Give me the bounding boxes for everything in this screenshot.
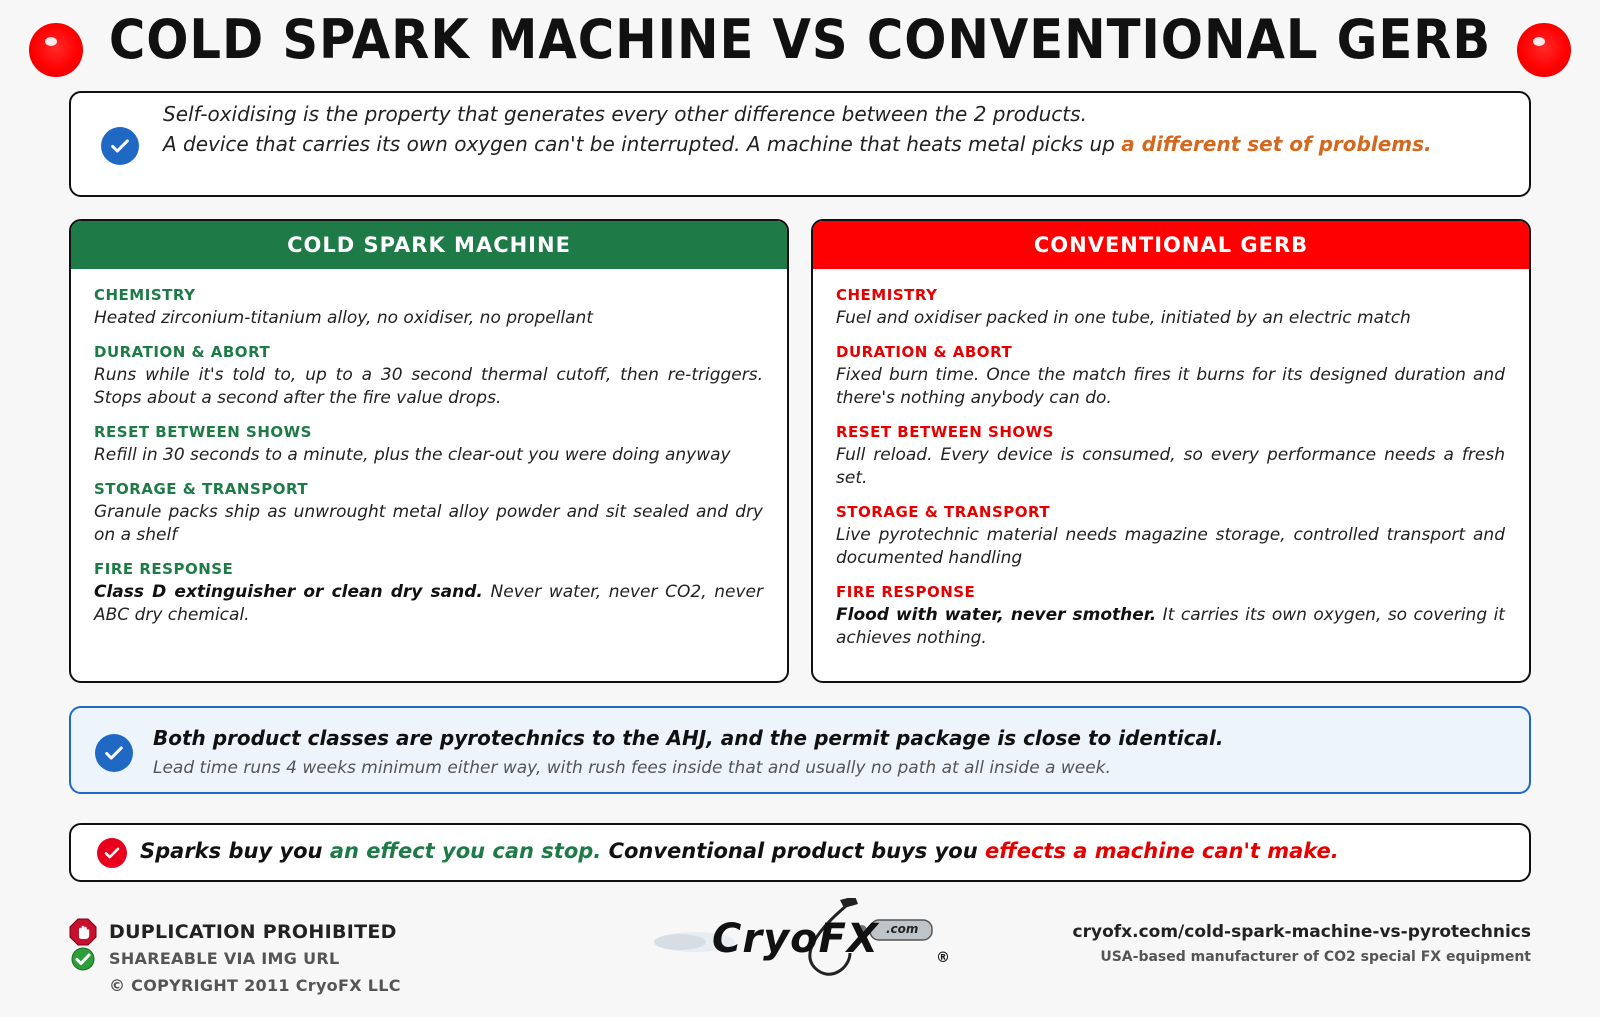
company-tagline: USA-based manufacturer of CO2 special FX equipment: [1100, 949, 1531, 965]
duplication-row: [69, 918, 401, 945]
summary-text: [140, 839, 1339, 863]
intro-line-2-plain: A device that carries its own oxygen can't be interrupted. A machine that heats metal picks up: [163, 132, 1122, 156]
section-text: Live pyrotechnic material needs magazine storage, controlled transport and documented handling: [836, 525, 1505, 568]
intro-text: [163, 99, 1432, 159]
section-title: FIRE RESPONSE: [94, 560, 234, 578]
cold-spark-fire: [94, 559, 763, 627]
section-text: Heated zirconium-titanium alloy, no oxidiser, no propellant: [94, 308, 593, 328]
section-text: Fixed burn time. Once the match fires it burns for its designed duration and there's nothing anybody can do.: [836, 365, 1505, 408]
permit-note-box: [69, 706, 1531, 794]
gerb-panel: [811, 219, 1531, 683]
section-title: STORAGE & TRANSPORT: [836, 503, 1051, 521]
source-url[interactable]: cryofx.com/cold-spark-machine-vs-pyrotechnics: [1072, 922, 1531, 942]
stop-hand-icon: [69, 918, 97, 946]
section-text: Runs while it's told to, up to a 30 second thermal cutoff, then re-triggers. Stops about a second after the fire value drops.: [94, 365, 763, 408]
section-title: FIRE RESPONSE: [836, 583, 976, 601]
section-text: Fuel and oxidiser packed in one tube, initiated by an electric match: [836, 308, 1411, 328]
cold-spark-reset: [94, 422, 763, 467]
cold-spark-duration: [94, 342, 763, 410]
check-circle-icon: [95, 734, 133, 772]
cold-spark-panel: [69, 219, 789, 683]
duplication-text: DUPLICATION PROHIBITED: [109, 920, 397, 943]
section-title: DURATION & ABORT: [836, 343, 1013, 361]
section-rest: It carries its own oxygen, so covering it achieves nothing.: [836, 605, 1505, 648]
intro-line-2: [163, 129, 1432, 159]
note-line-2: Lead time runs 4 weeks minimum either way, with rush fees inside that and usually no path at all inside a week.: [153, 758, 1111, 778]
gerb-header: CONVENTIONAL GERB: [813, 221, 1529, 269]
summary-part-1: Sparks buy you: [140, 839, 330, 863]
footer-source: [1073, 922, 1531, 965]
shareable-row: [69, 945, 401, 972]
section-title: RESET BETWEEN SHOWS: [836, 423, 1054, 441]
green-check-icon: [69, 945, 97, 973]
gerb-reset: [836, 422, 1505, 490]
gerb-storage: [836, 502, 1505, 570]
note-line-1: Both product classes are pyrotechnics to the AHJ, and the permit package is close to identical.: [153, 726, 1224, 750]
logo-registered: ®: [936, 950, 950, 966]
copyright-text: © COPYRIGHT 2011 CryoFX LLC: [109, 976, 401, 995]
section-text: [836, 604, 1505, 650]
check-circle-icon: [97, 838, 127, 868]
section-title: CHEMISTRY: [94, 286, 196, 304]
gerb-chemistry: [836, 285, 1505, 330]
section-text: Refill in 30 seconds to a minute, plus the clear-out you were doing anyway: [94, 445, 731, 465]
section-title: DURATION & ABORT: [94, 343, 271, 361]
section-text: Full reload. Every device is consumed, so every performance needs a fresh set.: [836, 445, 1505, 488]
summary-part-4: effects a machine can't make.: [985, 839, 1339, 863]
shareable-text: SHAREABLE VIA IMG URL: [109, 949, 340, 968]
logo-wordmark: CryoFX: [712, 916, 879, 962]
intro-box: [69, 91, 1531, 197]
cryofx-logo: [650, 898, 960, 998]
cold-spark-storage: [94, 479, 763, 547]
summary-part-3: Conventional product buys you: [601, 839, 985, 863]
section-title: CHEMISTRY: [836, 286, 938, 304]
section-title: RESET BETWEEN SHOWS: [94, 423, 312, 441]
section-title: STORAGE & TRANSPORT: [94, 480, 309, 498]
check-circle-icon: [101, 127, 139, 165]
logo-com: .com: [886, 922, 919, 936]
section-text: [94, 581, 763, 627]
summary-box: [69, 823, 1531, 882]
intro-line-2-highlight: a different set of problems.: [1121, 132, 1432, 156]
section-bold: Flood with water, never smother.: [836, 605, 1157, 625]
cold-spark-header: COLD SPARK MACHINE: [71, 221, 787, 269]
page-title: COLD SPARK MACHINE VS CONVENTIONAL GERB: [108, 8, 1492, 71]
copyright-row: [69, 972, 401, 999]
section-text: Granule packs ship as unwrought metal alloy powder and sit sealed and dry on a shelf: [94, 502, 763, 545]
intro-line-1: Self-oxidising is the property that generates every other difference between the 2 products.: [163, 102, 1087, 126]
gerb-duration: [836, 342, 1505, 410]
summary-part-2: an effect you can stop.: [329, 839, 602, 863]
section-rest: Never water, never CO2, never ABC dry chemical.: [94, 582, 763, 625]
gerb-fire: [836, 582, 1505, 650]
section-bold: Class D extinguisher or clean dry sand.: [94, 582, 483, 602]
footer-notices: [69, 918, 401, 999]
cold-spark-chemistry: [94, 285, 763, 330]
